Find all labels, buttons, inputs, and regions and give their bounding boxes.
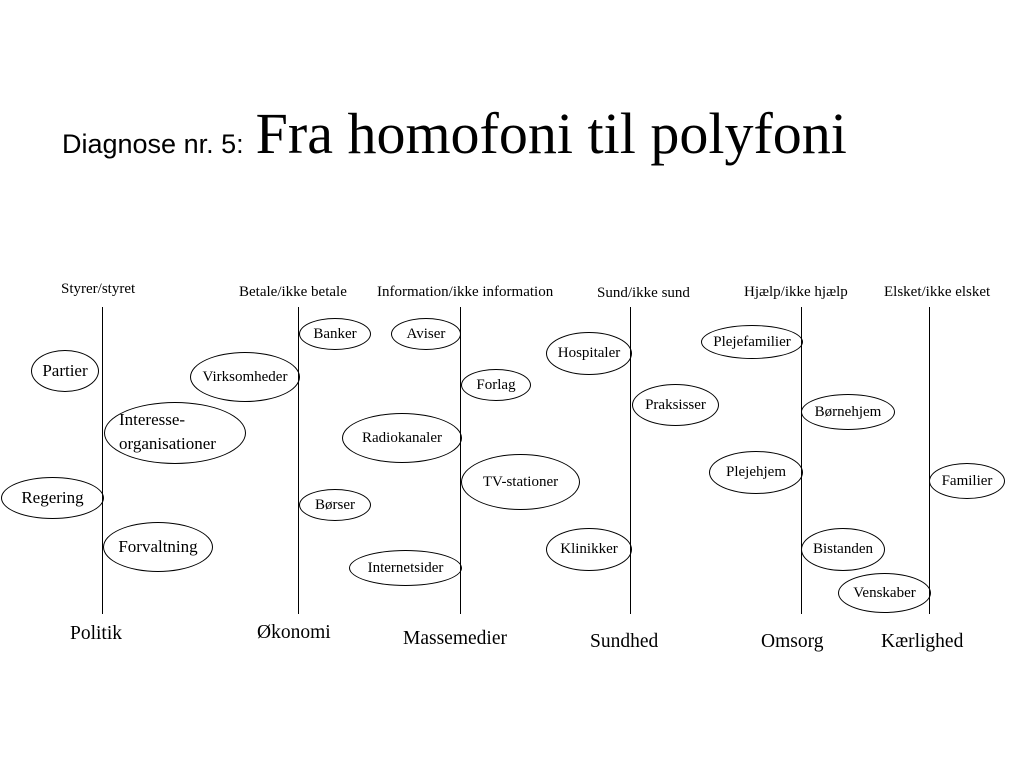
partier-label: Partier	[42, 361, 88, 380]
massemedier-code-label: Information/ikke information	[377, 284, 554, 300]
interesse-organisationer-label	[119, 408, 216, 456]
praksisser-label: Praksisser	[645, 396, 706, 413]
forlag-label: Forlag	[476, 376, 516, 393]
virksomheder-label: Virksomheder	[202, 368, 288, 385]
slide-title	[62, 100, 847, 167]
virksomheder-node	[190, 352, 300, 402]
politik-axis-line	[102, 307, 103, 614]
omsorg-system-label: Omsorg	[761, 631, 824, 652]
politik-system-label: Politik	[70, 623, 123, 644]
interesse-line1: Interesse-	[119, 410, 186, 429]
omsorg-axis-line	[801, 307, 802, 614]
title-prefix: Diagnose nr. 5:	[62, 129, 244, 159]
kaerlighed-system-label: Kærlighed	[881, 631, 964, 652]
sundhed-system-label: Sundhed	[590, 631, 659, 652]
plejefamilier-label: Plejefamilier	[713, 333, 791, 350]
tv-stationer-node	[461, 454, 580, 510]
forvaltning-label: Forvaltning	[118, 537, 198, 556]
hospitaler-node	[546, 332, 632, 375]
partier-node	[31, 350, 99, 392]
familier-label: Familier	[941, 472, 993, 489]
politik-code-label: Styrer/styret	[61, 281, 136, 297]
radiokanaler-label: Radiokanaler	[362, 429, 442, 446]
borser-label: Børser	[315, 496, 355, 513]
bistanden-node	[801, 528, 885, 571]
aviser-node	[391, 318, 461, 350]
forlag-node	[461, 369, 531, 401]
praksisser-node	[632, 384, 719, 426]
familier-node	[929, 463, 1005, 499]
radiokanaler-node	[342, 413, 462, 463]
internetsider-label: Internetsider	[367, 559, 444, 576]
bornehjem-node	[801, 394, 895, 430]
banker-label: Banker	[313, 325, 357, 342]
venskaber-label: Venskaber	[853, 584, 916, 601]
okonomi-code-label: Betale/ikke betale	[239, 284, 347, 300]
bornehjem-label: Børnehjem	[814, 403, 882, 420]
regering-node	[1, 477, 104, 519]
klinikker-node	[546, 528, 632, 571]
plejefamilier-node	[701, 325, 803, 359]
okonomi-axis-line	[298, 307, 299, 614]
banker-node	[299, 318, 371, 350]
kaerlighed-axis-line	[929, 307, 930, 614]
omsorg-code-label: Hjælp/ikke hjælp	[744, 284, 848, 300]
klinikker-label: Klinikker	[560, 541, 618, 557]
plejehjem-node	[709, 451, 803, 494]
okonomi-system-label: Økonomi	[257, 622, 331, 643]
forvaltning-node	[103, 522, 213, 572]
massemedier-system-label: Massemedier	[403, 628, 507, 649]
venskaber-node	[838, 573, 931, 613]
hospitaler-label: Hospitaler	[557, 345, 621, 361]
title-main: Fra homofoni til polyfoni	[255, 101, 847, 166]
interesse-line2: organisationer	[119, 434, 216, 453]
bistanden-label: Bistanden	[813, 541, 873, 557]
aviser-label: Aviser	[406, 325, 446, 342]
kaerlighed-code-label: Elsket/ikke elsket	[884, 284, 991, 300]
tv-stationer-label: TV-stationer	[482, 473, 559, 490]
sundhed-code-label: Sund/ikke sund	[597, 285, 690, 301]
plejehjem-label: Plejehjem	[726, 464, 786, 480]
regering-label: Regering	[21, 488, 84, 507]
internetsider-node	[349, 550, 462, 586]
borser-node	[299, 489, 371, 521]
